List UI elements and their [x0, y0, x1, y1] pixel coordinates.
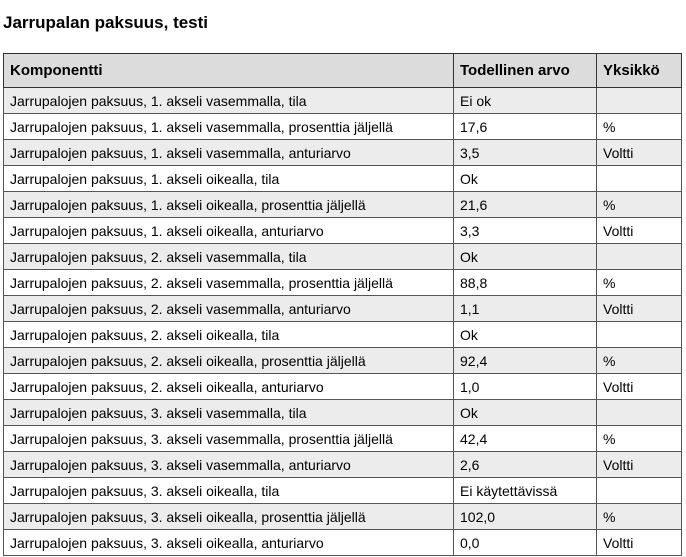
- actual-value-cell: Ei käytettävissä: [454, 478, 597, 504]
- component-cell: Jarrupalojen paksuus, 1. akseli oikealla, prosenttia jäljellä: [4, 192, 454, 218]
- actual-value-cell: 102,0: [454, 504, 597, 530]
- table-header: [4, 54, 682, 88]
- table-row: [4, 374, 682, 400]
- component-cell: Jarrupalojen paksuus, 3. akseli oikealla, prosenttia jäljellä: [4, 504, 454, 530]
- header-component: Komponentti: [4, 54, 454, 88]
- unit-cell: Voltti: [597, 530, 682, 556]
- actual-value-cell: Ok: [454, 244, 597, 270]
- actual-value-cell: 1,1: [454, 296, 597, 322]
- actual-value-cell: 1,0: [454, 374, 597, 400]
- unit-cell: Voltti: [597, 140, 682, 166]
- unit-cell: Voltti: [597, 218, 682, 244]
- table-row: [4, 114, 682, 140]
- table-row: [4, 426, 682, 452]
- unit-cell: [597, 478, 682, 504]
- unit-cell: Voltti: [597, 374, 682, 400]
- unit-cell: %: [597, 348, 682, 374]
- actual-value-cell: 3,3: [454, 218, 597, 244]
- component-cell: Jarrupalojen paksuus, 1. akseli vasemmalla, prosenttia jäljellä: [4, 114, 454, 140]
- actual-value-cell: 88,8: [454, 270, 597, 296]
- component-cell: Jarrupalojen paksuus, 2. akseli vasemmalla, anturiarvo: [4, 296, 454, 322]
- component-cell: Jarrupalojen paksuus, 2. akseli vasemmalla, tila: [4, 244, 454, 270]
- table-row: [4, 270, 682, 296]
- table-row: [4, 348, 682, 374]
- header-unit: Yksikkö: [597, 54, 682, 88]
- table-row: [4, 192, 682, 218]
- unit-cell: [597, 400, 682, 426]
- actual-value-cell: 3,5: [454, 140, 597, 166]
- actual-value-cell: 17,6: [454, 114, 597, 140]
- actual-value-cell: 2,6: [454, 452, 597, 478]
- actual-value-cell: 92,4: [454, 348, 597, 374]
- table-row: [4, 530, 682, 556]
- actual-value-cell: Ok: [454, 166, 597, 192]
- actual-value-cell: Ei ok: [454, 88, 597, 114]
- component-cell: Jarrupalojen paksuus, 1. akseli oikealla, tila: [4, 166, 454, 192]
- table-row: [4, 296, 682, 322]
- table-row: [4, 140, 682, 166]
- actual-value-cell: 42,4: [454, 426, 597, 452]
- component-cell: Jarrupalojen paksuus, 1. akseli oikealla, anturiarvo: [4, 218, 454, 244]
- unit-cell: [597, 88, 682, 114]
- unit-cell: Voltti: [597, 452, 682, 478]
- component-cell: Jarrupalojen paksuus, 3. akseli vasemmalla, prosenttia jäljellä: [4, 426, 454, 452]
- unit-cell: %: [597, 192, 682, 218]
- unit-cell: %: [597, 426, 682, 452]
- table-row: [4, 88, 682, 114]
- component-cell: Jarrupalojen paksuus, 3. akseli oikealla, tila: [4, 478, 454, 504]
- component-cell: Jarrupalojen paksuus, 2. akseli oikealla, tila: [4, 322, 454, 348]
- component-cell: Jarrupalojen paksuus, 2. akseli vasemmalla, prosenttia jäljellä: [4, 270, 454, 296]
- unit-cell: Voltti: [597, 296, 682, 322]
- unit-cell: [597, 166, 682, 192]
- header-row: [4, 54, 682, 88]
- header-actual-value: Todellinen arvo: [454, 54, 597, 88]
- brake-pad-table: [3, 53, 682, 556]
- actual-value-cell: Ok: [454, 322, 597, 348]
- table-row: [4, 322, 682, 348]
- unit-cell: %: [597, 114, 682, 140]
- component-cell: Jarrupalojen paksuus, 2. akseli oikealla, anturiarvo: [4, 374, 454, 400]
- component-cell: Jarrupalojen paksuus, 2. akseli oikealla, prosenttia jäljellä: [4, 348, 454, 374]
- unit-cell: %: [597, 270, 682, 296]
- actual-value-cell: 0,0: [454, 530, 597, 556]
- table-row: [4, 218, 682, 244]
- component-cell: Jarrupalojen paksuus, 1. akseli vasemmalla, anturiarvo: [4, 140, 454, 166]
- unit-cell: [597, 322, 682, 348]
- component-cell: Jarrupalojen paksuus, 3. akseli vasemmalla, anturiarvo: [4, 452, 454, 478]
- unit-cell: [597, 244, 682, 270]
- table-row: [4, 452, 682, 478]
- table-row: [4, 478, 682, 504]
- table-row: [4, 504, 682, 530]
- table-body: [4, 88, 682, 556]
- component-cell: Jarrupalojen paksuus, 1. akseli vasemmalla, tila: [4, 88, 454, 114]
- table-row: [4, 166, 682, 192]
- component-cell: Jarrupalojen paksuus, 3. akseli vasemmalla, tila: [4, 400, 454, 426]
- page-title: Jarrupalan paksuus, testi: [3, 13, 209, 32]
- table-row: [4, 400, 682, 426]
- table-row: [4, 244, 682, 270]
- component-cell: Jarrupalojen paksuus, 3. akseli oikealla, anturiarvo: [4, 530, 454, 556]
- unit-cell: %: [597, 504, 682, 530]
- actual-value-cell: 21,6: [454, 192, 597, 218]
- actual-value-cell: Ok: [454, 400, 597, 426]
